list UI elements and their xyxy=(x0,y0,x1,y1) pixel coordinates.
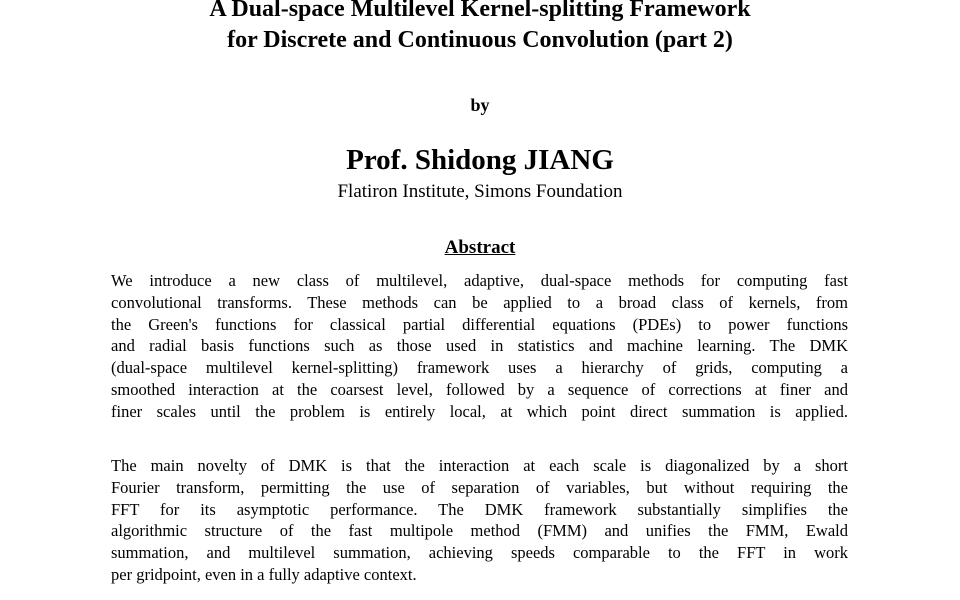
abstract-paragraph-1 xyxy=(111,270,848,423)
abstract-line: the Green's functions for classical partial differential equations (PDEs) to power functions xyxy=(111,314,848,334)
abstract-line: FFT for its asymptotic performance. The DMK framework substantially simplifies the xyxy=(111,499,848,519)
abstract-heading-text: Abstract xyxy=(444,237,516,258)
abstract-line: per gridpoint, even in a fully adaptive context. xyxy=(111,564,417,584)
abstract-line: finer scales until the problem is entirely local, at which point direct summation is applied. xyxy=(111,401,848,421)
title-line-1: A Dual-space Multilevel Kernel-splitting Framework xyxy=(209,0,751,22)
abstract-line: Fourier transform, permitting the use of separation of variables, but without requiring the xyxy=(111,477,848,497)
author-affiliation: Flatiron Institute, Simons Foundation xyxy=(337,181,623,202)
abstract-line: smoothed interaction at the coarsest level, followed by a sequence of corrections at finer and xyxy=(111,379,848,399)
abstract-line: and radial basis functions such as those used in statistics and machine learning. The DMK xyxy=(111,336,848,356)
abstract-line: summation, and multilevel summation, achieving speeds comparable to the FFT in work xyxy=(111,543,848,563)
abstract-line: We introduce a new class of multilevel, adaptive, dual-space methods for computing fast xyxy=(111,271,848,290)
abstract-line: algorithmic structure of the fast multipole method (FMM) and unifies the FMM, Ewald xyxy=(111,521,848,541)
abstract-heading xyxy=(0,236,960,260)
abstract-line: (dual-space multilevel kernel-splitting) framework uses a hierarchy of grids, computing a xyxy=(111,358,848,378)
abstract-line: The main novelty of DMK is that the interaction at each scale is diagonalized by a short xyxy=(111,456,848,475)
by-label: by xyxy=(470,95,490,115)
document-title xyxy=(0,0,960,56)
abstract-paragraph-2 xyxy=(111,455,848,586)
author-name: Prof. Shidong JIANG xyxy=(346,144,614,176)
title-line-2: for Discrete and Continuous Convolution (part 2) xyxy=(227,27,733,53)
abstract-line: convolutional transforms. These methods can be applied to a broad class of kernels, from xyxy=(111,292,848,312)
